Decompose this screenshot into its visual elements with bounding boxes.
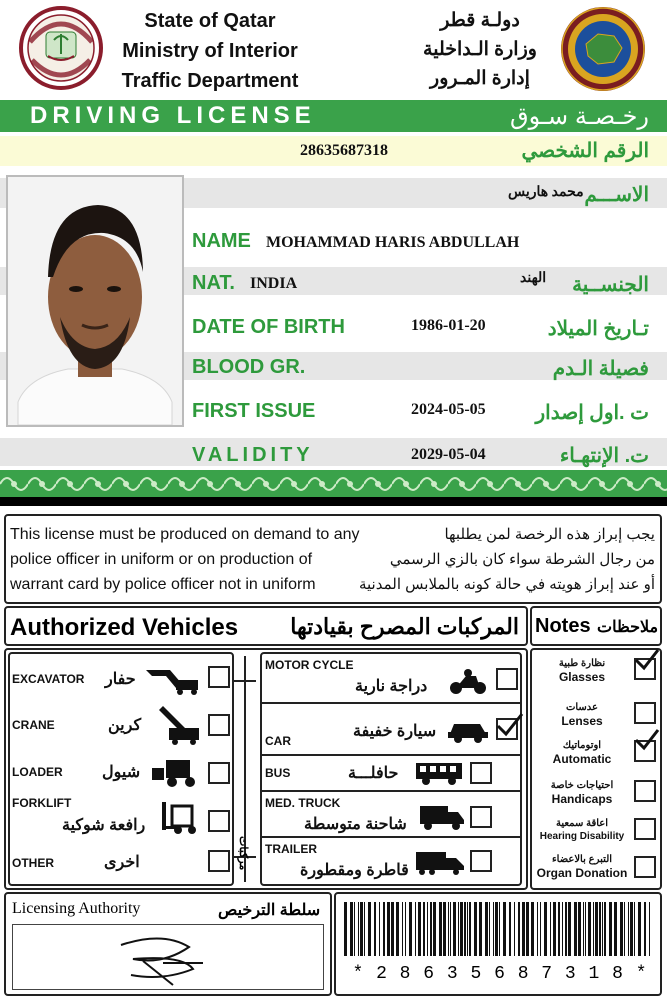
barcode-bar (595, 902, 598, 956)
name-value: MOHAMMAD HARIS ABDULLAH (266, 234, 520, 251)
handicaps-checkbox[interactable] (634, 780, 656, 802)
excavator-label: EXCAVATOR (12, 672, 85, 686)
note-lenses-en: Lenses (561, 714, 603, 728)
barcode-bar (578, 902, 581, 956)
forklift-checkbox[interactable] (208, 810, 230, 832)
name-label: NAME (192, 230, 251, 252)
forklift-icon (160, 798, 204, 836)
barcode-bar (583, 902, 584, 956)
license-back (0, 506, 667, 1000)
licensing-en: Licensing Authority (12, 900, 141, 917)
mid-sep-4 (262, 836, 520, 838)
barcode-icon (342, 902, 656, 956)
car-icon (446, 716, 490, 744)
barcode-bar (638, 902, 641, 956)
barcode-bar (649, 902, 650, 956)
truck-icon (418, 802, 466, 832)
nat-ar-label: الجنســية (572, 274, 649, 296)
trailer-icon (414, 848, 466, 878)
medtruck-checkbox[interactable] (470, 806, 492, 828)
barcode-bar (364, 902, 365, 956)
notice-en-line-2: police officer in uniform or on production of (10, 551, 313, 568)
barcode-bar (469, 902, 471, 956)
barcode-bar (433, 902, 436, 956)
motorcycle-label: MOTOR CYCLE (265, 658, 354, 672)
barcode-bar (602, 902, 603, 956)
barcode-bar (350, 902, 353, 956)
notice-ar (359, 522, 655, 597)
barcode-bar (609, 902, 612, 956)
barcode-bar (509, 902, 511, 956)
barcode-bar (614, 902, 617, 956)
barcode-bar (630, 902, 633, 956)
barcode-bar (485, 902, 488, 956)
barcode-bar (518, 902, 520, 956)
barcode-bar (604, 902, 606, 956)
barcode-bar (493, 902, 494, 956)
note-handicaps-en: Handicaps (551, 792, 613, 806)
header-ar-line-2: وزارة الـداخلية (423, 39, 537, 60)
id-label-ar: الرقم الشخصي (521, 140, 649, 162)
barcode-bar (402, 902, 403, 956)
header-en-line-2: Ministry of Interior (122, 40, 298, 62)
excavator-icon (142, 664, 202, 696)
pattern-icon (0, 470, 667, 497)
mid-sep-3 (262, 790, 520, 792)
note-hearing-en: Hearing Disability (539, 831, 625, 842)
crane-checkbox[interactable] (208, 714, 230, 736)
name-ar-label: الاســـم (584, 184, 649, 206)
validity-ar-label: ت. الإنتهـاء (559, 445, 649, 467)
notice-en (10, 522, 360, 597)
band-title-ar: رخـصـة سـوق (510, 103, 649, 130)
dob-ar-label: تـاريخ الميلاد (547, 318, 649, 340)
loader-checkbox[interactable] (208, 762, 230, 784)
barcode-bar (489, 902, 490, 956)
driving-license-band (0, 100, 667, 132)
barcode-bar (450, 902, 451, 956)
bus-icon (414, 760, 464, 786)
notes-title-en: Notes (535, 615, 591, 637)
glasses-checkmark-icon (632, 648, 660, 672)
excavator-label-ar: حفار (105, 671, 136, 688)
nat-label: NAT. (192, 272, 235, 294)
barcode-bar (593, 902, 594, 956)
lenses-checkbox[interactable] (634, 702, 656, 724)
person-photo-icon (8, 177, 182, 425)
car-label: CAR (265, 734, 291, 748)
barcode-bar (415, 902, 416, 956)
bus-label: BUS (265, 766, 291, 780)
barcode-bar (585, 902, 586, 956)
barcode-bar (588, 902, 591, 956)
header-en-line-1: State of Qatar (144, 10, 276, 32)
automatic-checkmark-icon (632, 728, 660, 752)
barcode-bar (430, 902, 432, 956)
note-glasses-ar: نظارة طبية (558, 658, 606, 669)
barcode-bar (624, 902, 625, 956)
note-handicaps-ar: احتياجات خاصة (550, 780, 614, 791)
barcode-bar (537, 902, 538, 956)
barcode-bar (409, 902, 412, 956)
loader-label: LOADER (12, 765, 63, 779)
barcode-bar (526, 902, 529, 956)
car-label-ar: سيارة خفيفة (353, 723, 437, 740)
note-automatic-ar: اوتوماتيك (562, 740, 602, 751)
other-checkbox[interactable] (208, 850, 230, 872)
car-checkmark-icon (494, 710, 524, 740)
barcode-bar (474, 902, 477, 956)
barcode-bar (387, 902, 390, 956)
barcode-bar (405, 902, 406, 956)
forklift-label-ar: رافعة شوكية (62, 817, 146, 834)
barcode-bar (628, 902, 629, 956)
barcode-bar (379, 902, 380, 956)
validity-label: VALIDITY (192, 444, 314, 466)
side-text-ar: مركبات (237, 836, 249, 871)
nat-value: INDIA (250, 275, 298, 292)
band-title-en: DRIVING LICENSE (30, 102, 316, 129)
barcode-bar (499, 902, 500, 956)
barcode-bar (448, 902, 449, 956)
note-hearing-ar: اعاقة سمعية (555, 818, 609, 829)
barcode-bar (553, 902, 556, 956)
licensing-ar: سلطة الترخيص (218, 902, 321, 919)
barcode-bar (354, 902, 355, 956)
note-glasses-en: Glasses (558, 670, 606, 684)
barcode-bar (568, 902, 571, 956)
barcode-bar (458, 902, 459, 956)
barcode-bar (599, 902, 601, 956)
first-issue-ar-label: ت .اول إصدار (535, 402, 649, 424)
barcode-bar (344, 902, 347, 956)
barcode-bar (531, 902, 534, 956)
barcode-bar (368, 902, 371, 956)
excavator-checkbox[interactable] (208, 666, 230, 688)
forklift-label: FORKLIFT (12, 796, 72, 810)
id-number: 28635687318 (300, 142, 388, 159)
header-arabic (405, 6, 555, 93)
barcode-bar (574, 902, 577, 956)
dob-label: DATE OF BIRTH (192, 316, 345, 338)
barcode-bar (360, 902, 363, 956)
barcode-bar (558, 902, 560, 956)
blood-label: BLOOD GR. (192, 356, 306, 378)
barcode-bar (467, 902, 468, 956)
barcode-bar (479, 902, 482, 956)
other-label: OTHER (12, 856, 54, 870)
motorcycle-checkbox[interactable] (496, 668, 518, 690)
barcode-bar (383, 902, 385, 956)
notes-title-ar: ملاحظات (597, 619, 659, 636)
barcode-bar (550, 902, 551, 956)
crane-label: CRANE (12, 718, 55, 732)
notice-ar-line-3: أو عند إبراز هويته في حالة كونه بالملابس المدنية (358, 576, 655, 593)
organ-checkbox[interactable] (634, 856, 656, 878)
trailer-checkbox[interactable] (470, 850, 492, 872)
trailer-label-ar: قاطرة ومقطورة (300, 862, 409, 879)
barcode-bar (565, 902, 567, 956)
loader-icon (150, 754, 202, 788)
barcode-bar (460, 902, 463, 956)
bus-checkbox[interactable] (470, 762, 492, 784)
barcode-bar (358, 902, 359, 956)
signature-area (12, 924, 324, 990)
validity-value: 2029-05-04 (411, 446, 486, 463)
barcode-bar (522, 902, 525, 956)
other-label-ar: اخرى (104, 854, 140, 871)
mid-sep-1 (262, 702, 520, 704)
signature-icon (13, 925, 323, 989)
blood-ar-label: فصيلة الـدم (552, 358, 649, 380)
first-issue-value: 2024-05-05 (411, 401, 486, 418)
barcode-bar (443, 902, 446, 956)
barcode-bar (464, 902, 466, 956)
barcode-bar (544, 902, 547, 956)
header-ar-line-1: دولـة قطر (440, 10, 520, 31)
note-lenses-ar: عدسات (565, 702, 599, 713)
note-organ-ar: التبرع بالاعضاء (551, 854, 613, 865)
barcode-bar (418, 902, 421, 956)
license-front (0, 0, 667, 497)
vehicles-title-ar: المركبات المصرح بقيادتها (290, 614, 519, 639)
header-english (100, 6, 320, 96)
barcode-bar (644, 902, 646, 956)
barcode-bar (391, 902, 394, 956)
header-ar-line-3: إدارة المـرور (430, 68, 530, 89)
barcode-bar (453, 902, 456, 956)
header-en-line-3: Traffic Department (121, 70, 299, 92)
barcode-bar (427, 902, 428, 956)
barcode-bar (540, 902, 541, 956)
barcode-bar (374, 902, 376, 956)
motorcycle-icon (448, 668, 488, 696)
barcode-bar (562, 902, 563, 956)
barcode-bar (634, 902, 635, 956)
first-issue-label: FIRST ISSUE (192, 400, 316, 422)
barcode-bar (423, 902, 425, 956)
barcode-bar (396, 902, 399, 956)
bus-label-ar: حافلـــة (348, 765, 399, 782)
vehicles-title-en: Authorized Vehicles (10, 614, 239, 641)
note-automatic-en: Automatic (552, 752, 612, 766)
name-ar-value: محمد هاريس (508, 185, 584, 200)
loader-label-ar: شيول (102, 764, 141, 781)
motorcycle-label-ar: دراجة نارية (355, 678, 428, 695)
notice-en-line-3: warrant card by police officer not in uniform (10, 576, 316, 593)
hearing-checkbox[interactable] (634, 818, 656, 840)
medtruck-label: MED. TRUCK (265, 796, 341, 810)
barcode-bar (495, 902, 498, 956)
nat-ar-value: الهند (520, 271, 547, 286)
decorative-band (0, 470, 667, 497)
crane-label-ar: كرين (108, 717, 142, 734)
barcode-bar (620, 902, 623, 956)
crane-icon (155, 702, 203, 746)
license-photo (6, 175, 184, 427)
note-organ-en: Organ Donation (536, 866, 628, 880)
dob-value: 1986-01-20 (411, 317, 486, 334)
barcode-bar (503, 902, 506, 956)
medtruck-label-ar: شاحنة متوسطة (304, 816, 407, 833)
barcode-bar (514, 902, 515, 956)
barcode-bar (439, 902, 442, 956)
trailer-label: TRAILER (265, 842, 317, 856)
qatar-moi-emblem-icon (18, 2, 104, 94)
notice-ar-line-2: من رجال الشرطة سواء كان بالزي الرسمي (389, 551, 655, 568)
notice-ar-line-1: يجب إبراز هذه الرخصة لمن يطلبها (444, 526, 655, 543)
card-divider (0, 497, 667, 506)
notice-en-line-1: This license must be produced on demand to any (10, 526, 360, 543)
gcc-emblem-icon (558, 4, 648, 94)
barcode-text: * 2 8 6 3 5 6 8 7 3 1 8 * (352, 964, 648, 984)
mid-sep-2 (262, 754, 520, 756)
